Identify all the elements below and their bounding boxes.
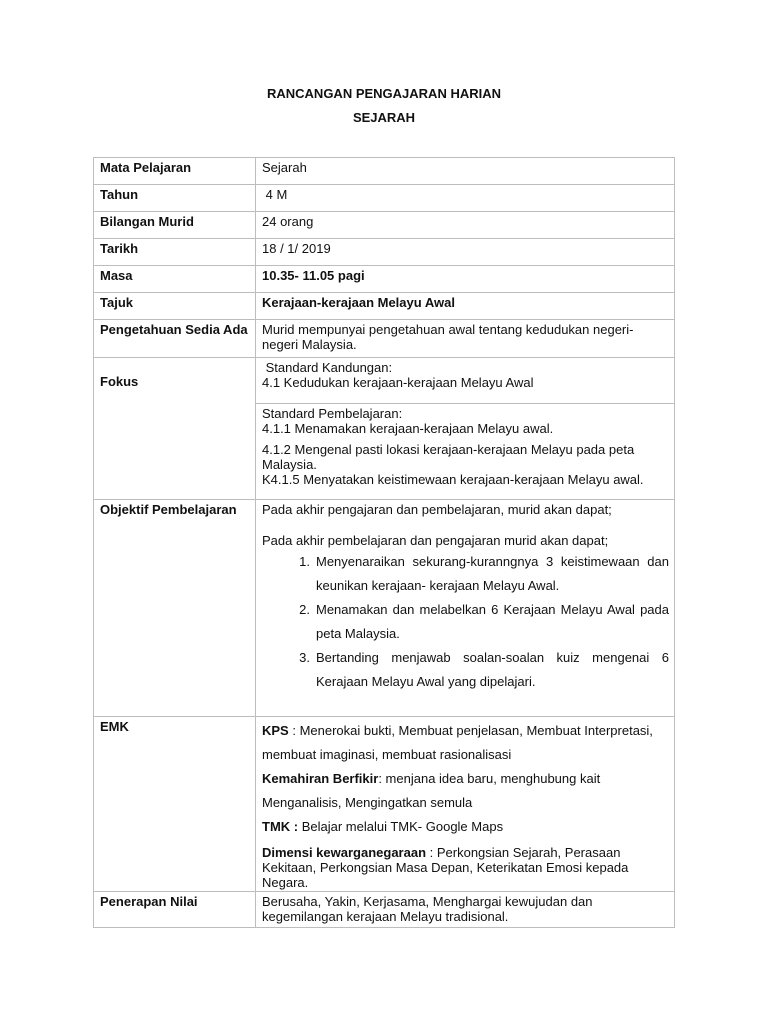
emk-tmk bbox=[262, 815, 669, 839]
row-mata-pelajaran bbox=[94, 158, 675, 185]
objektif-item-text: Menyenaraikan sekurang-kuranngnya 3 keistimewaan dan keunikan kerajaan- kerajaan Melayu Awal. bbox=[316, 554, 669, 593]
label-emk: EMK bbox=[94, 717, 256, 892]
objektif-line-1: Pada akhir pengajaran dan pembelajaran, murid akan dapat; bbox=[262, 502, 612, 517]
value-tajuk: Kerajaan-kerajaan Melayu Awal bbox=[256, 293, 675, 320]
row-objektif-pembelajaran bbox=[94, 500, 675, 717]
label-tahun: Tahun bbox=[94, 185, 256, 212]
emk-kps-label: KPS bbox=[262, 723, 289, 738]
value-objektif-pembelajaran bbox=[256, 500, 675, 717]
label-tajuk: Tajuk bbox=[94, 293, 256, 320]
emk-kps-text: : Menerokai bukti, Membuat penjelasan, Membuat Interpretasi, membuat imaginasi, membuat rasionalisasi bbox=[262, 723, 653, 762]
objektif-item-number: 1. bbox=[299, 554, 310, 569]
label-fokus bbox=[94, 358, 256, 500]
label-mata-pelajaran: Mata Pelajaran bbox=[94, 158, 256, 185]
value-penerapan-nilai: Berusaha, Yakin, Kerjasama, Menghargai kewujudan dan kegemilangan kerajaan Melayu tradisional. bbox=[256, 892, 675, 928]
row-tahun bbox=[94, 185, 675, 212]
label-penerapan-nilai: Penerapan Nilai bbox=[94, 892, 256, 928]
row-bilangan-murid bbox=[94, 212, 675, 239]
value-tahun-text: 4 M bbox=[262, 187, 288, 202]
objektif-item-number: 2. bbox=[299, 602, 310, 617]
objektif-item-text: Menamakan dan melabelkan 6 Kerajaan Melayu Awal pada peta Malaysia. bbox=[316, 602, 669, 641]
row-masa bbox=[94, 266, 675, 293]
emk-dimensi-kewarganegaraan bbox=[262, 845, 669, 890]
standard-pembelajaran-item-2: 4.1.2 Mengenal pasti lokasi kerajaan-kerajaan Melayu pada peta Malaysia. bbox=[262, 442, 635, 472]
emk-kemahiran-berfikir bbox=[262, 767, 669, 815]
objektif-item bbox=[262, 598, 669, 646]
objektif-item bbox=[262, 550, 669, 598]
emk-tmk-text: Belajar melalui TMK- Google Maps bbox=[298, 819, 504, 834]
row-penerapan-nilai bbox=[94, 892, 675, 928]
row-tarikh bbox=[94, 239, 675, 266]
row-tajuk bbox=[94, 293, 675, 320]
standard-kandungan-heading: Standard Kandungan: bbox=[262, 360, 393, 375]
objektif-item-number: 3. bbox=[299, 650, 310, 665]
emk-dk-text: : Perkongsian Sejarah, Perasaan Kekitaan, Perkongsian Masa Depan, Keterikatan Emosi kepada Negara. bbox=[262, 845, 629, 890]
lesson-plan-table bbox=[93, 157, 675, 928]
label-tarikh: Tarikh bbox=[94, 239, 256, 266]
standard-pembelajaran-item-3: K4.1.5 Menyatakan keistimewaan kerajaan-kerajaan Melayu awal. bbox=[262, 472, 644, 487]
document-subtitle: SEJARAH bbox=[352, 110, 416, 125]
label-masa: Masa bbox=[94, 266, 256, 293]
value-standard-pembelajaran bbox=[256, 404, 675, 500]
label-pengetahuan-sedia-ada: Pengetahuan Sedia Ada bbox=[94, 320, 256, 358]
objektif-line-2: Pada akhir pembelajaran dan pengajaran murid akan dapat; bbox=[262, 533, 609, 548]
value-pengetahuan-sedia-ada: Murid mempunyai pengetahuan awal tentang kedudukan negeri-negeri Malaysia. bbox=[256, 320, 675, 358]
emk-kb-label: Kemahiran Berfikir bbox=[262, 771, 379, 786]
objektif-item bbox=[262, 646, 669, 694]
row-emk bbox=[94, 717, 675, 892]
row-pengetahuan-sedia-ada bbox=[94, 320, 675, 358]
value-emk bbox=[256, 717, 675, 892]
standard-kandungan-item: 4.1 Kedudukan kerajaan-kerajaan Melayu Awal bbox=[262, 375, 534, 390]
value-bilangan-murid: 24 orang bbox=[256, 212, 675, 239]
row-fokus-standard-kandungan bbox=[94, 358, 675, 404]
objektif-list bbox=[262, 550, 669, 694]
emk-kb-text: : menjana idea baru, menghubung kait Menganalisis, Mengingatkan semula bbox=[262, 771, 601, 810]
value-tahun bbox=[256, 185, 675, 212]
label-bilangan-murid: Bilangan Murid bbox=[94, 212, 256, 239]
label-fokus-text: Fokus bbox=[100, 374, 139, 389]
value-tarikh: 18 / 1/ 2019 bbox=[256, 239, 675, 266]
value-mata-pelajaran: Sejarah bbox=[256, 158, 675, 185]
emk-tmk-label: TMK : bbox=[262, 819, 299, 834]
standard-pembelajaran-heading: Standard Pembelajaran: bbox=[262, 406, 403, 421]
standard-pembelajaran-item-1: 4.1.1 Menamakan kerajaan-kerajaan Melayu awal. bbox=[262, 421, 554, 436]
value-masa: 10.35- 11.05 pagi bbox=[256, 266, 675, 293]
emk-dk-label: Dimensi kewarganegaraan bbox=[262, 845, 427, 860]
label-objektif-pembelajaran: Objektif Pembelajaran bbox=[94, 500, 256, 717]
emk-kps bbox=[262, 719, 669, 767]
objektif-item-text: Bertanding menjawab soalan-soalan kuiz mengenai 6 Kerajaan Melayu Awal yang dipelajari. bbox=[316, 650, 669, 689]
value-standard-kandungan bbox=[256, 358, 675, 404]
document-title: RANCANGAN PENGAJARAN HARIAN bbox=[266, 86, 501, 101]
